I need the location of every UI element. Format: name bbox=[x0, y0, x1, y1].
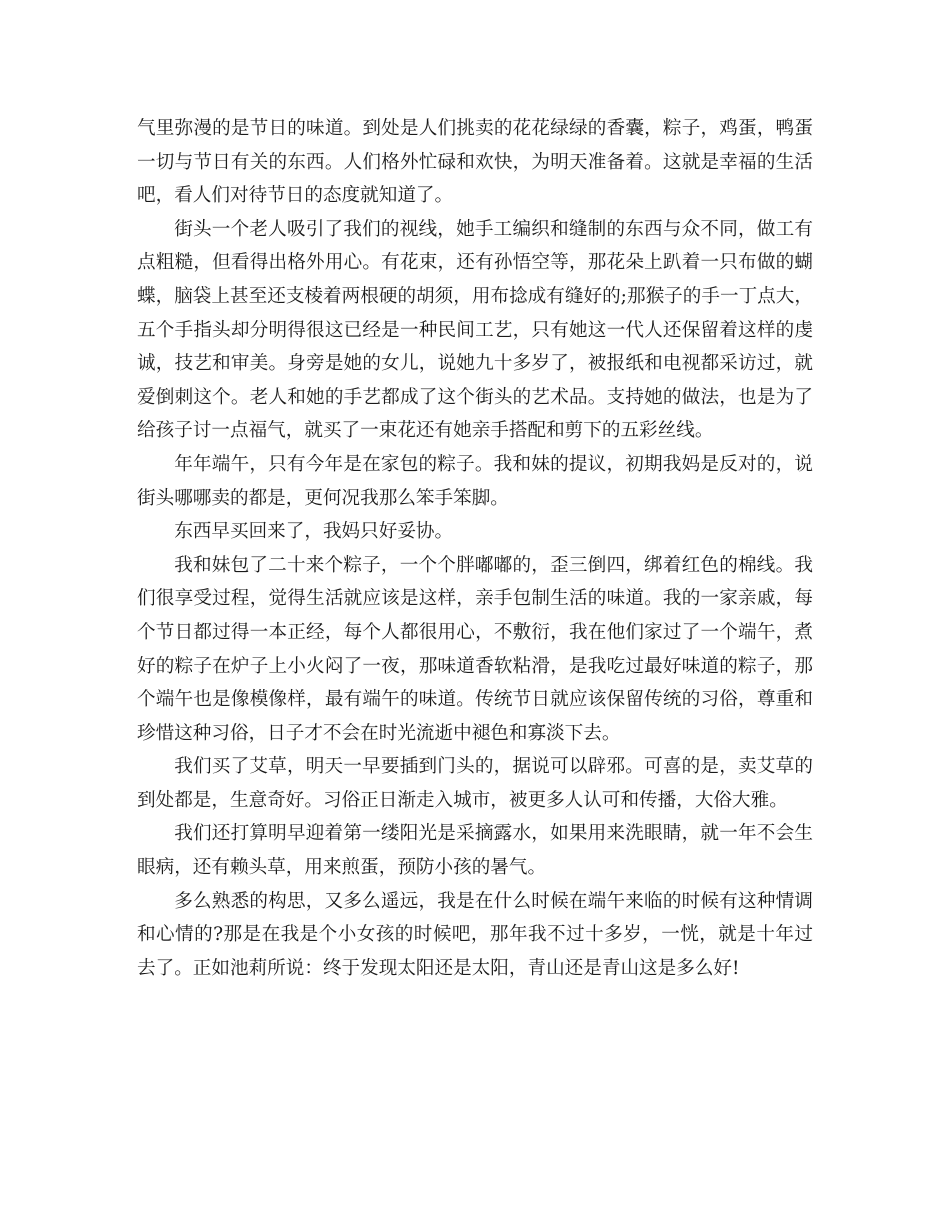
paragraph-2: 街头一个老人吸引了我们的视线，她手工编织和缝制的东西与众不同，做工有点粗糙，但看得出格外用心。有花束，还有孙悟空等，那花朵上趴着一只布做的蝴蝶，脑袋上甚至还支棱着两根硬的胡须，用布捻成有缝好的;那猴子的手一丁点大，五个手指头却分明得很这已经是一种民间工艺，只有她这一代人还保留着这样的虔诚，技艺和审美。身旁是她的女儿，说她九十多岁了，被报纸和电视都采访过，就爱倒刺这个。老人和她的手艺都成了这个街头的艺术品。支持她的做法，也是为了给孩子讨一点福气，就买了一束花还有她亲手搭配和剪下的五彩丝线。 bbox=[137, 218, 813, 442]
paragraph-5: 我和妹包了二十来个粽子，一个个胖嘟嘟的，歪三倒四，绑着红色的棉线。我们很享受过程，觉得生活就应该是这样，亲手包制生活的味道。我的一家亲戚，每个节日都过得一本正经，每个人都很用心，不敷衍，我在他们家过了一个端午，煮好的粽子在炉子上小火闷了一夜，那味道香软粘滑，是我吃过最好味道的粽子，那个端午也是像模像样，最有端午的味道。传统节日就应该保留传统的习俗，尊重和珍惜这种习俗，日子才不会在时光流逝中褪色和寡淡下去。 bbox=[137, 554, 813, 744]
document-page bbox=[137, 112, 813, 985]
paragraph-7: 我们还打算明早迎着第一缕阳光是采摘露水，如果用来洗眼睛，就一年不会生眼病，还有赖头草，用来煎蛋，预防小孩的暑气。 bbox=[137, 823, 813, 879]
paragraph-1: 气里弥漫的是节日的味道。到处是人们挑卖的花花绿绿的香囊，粽子，鸡蛋，鸭蛋一切与节日有关的东西。人们格外忙碌和欢快，为明天准备着。这就是幸福的生活吧，看人们对待节日的态度就知道了。 bbox=[137, 118, 813, 207]
paragraph-6: 我们买了艾草，明天一早要插到门头的，据说可以辟邪。可喜的是，卖艾草的到处都是，生意奇好。习俗正日渐走入城市，被更多人认可和传播，大俗大雅。 bbox=[137, 756, 813, 811]
paragraph-8: 多么熟悉的构思，又多么遥远，我是在什么时候在端午来临的时候有这种情调和心情的?那是在我是个小女孩的时候吧，那年我不过十多岁，一恍，就是十年过去了。正如池莉所说：终于发现太阳还是太阳，青山还是青山这是多么好! bbox=[137, 890, 813, 979]
paragraph-3: 年年端午，只有今年是在家包的粽子。我和妹的提议，初期我妈是反对的，说街头哪哪卖的都是，更何况我那么笨手笨脚。 bbox=[137, 453, 813, 509]
paragraph-4: 东西早买回来了，我妈只好妥协。 bbox=[174, 521, 454, 543]
